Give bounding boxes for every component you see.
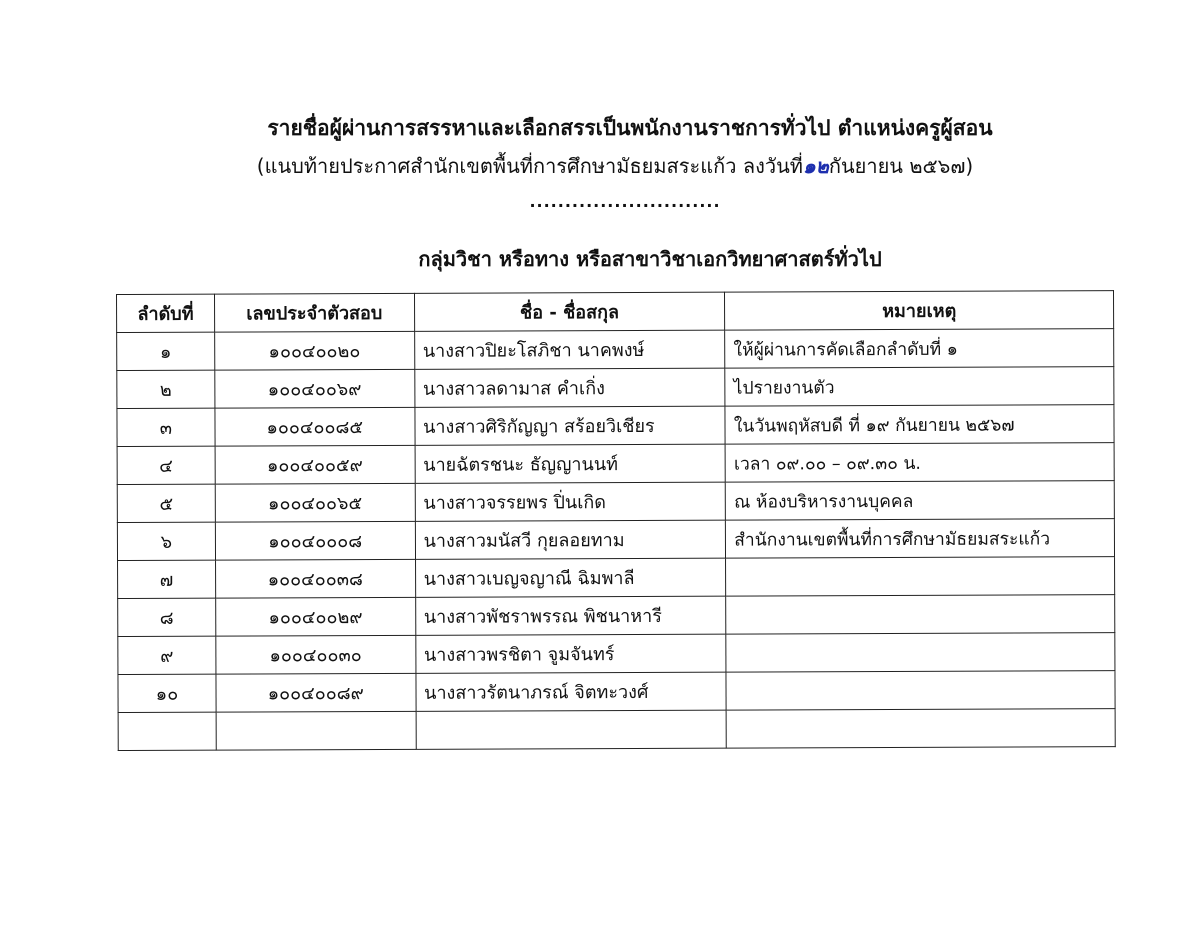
table-row <box>117 519 1114 561</box>
cell-remarks <box>726 709 1115 748</box>
table-row <box>118 557 1115 599</box>
subtitle-text-after: กันยายน ๒๕๖๗) <box>828 154 974 178</box>
table-row <box>118 671 1115 713</box>
cell-exam-id: ๑๐๐๔๐๐๘๙ <box>216 673 416 712</box>
cell-exam-id: ๑๐๐๔๐๐๐๘ <box>215 521 415 560</box>
handwritten-day: ๑๒ <box>802 154 829 178</box>
cell-full-name: นางสาวพัชราพรรณ พิชนาหารี <box>415 596 726 635</box>
cell-remarks <box>726 671 1115 710</box>
cell-full-name: นางสาวปิยะโสภิชา นาคพงษ์ <box>414 330 725 369</box>
cell-full-name: นางสาวเบญจญาณี ฉิมพาลี <box>415 558 726 597</box>
table-row <box>117 443 1114 485</box>
cell-exam-id: ๑๐๐๔๐๐๕๙ <box>215 445 415 484</box>
cell-exam-id: ๑๐๐๔๐๐๒๙ <box>216 597 416 636</box>
column-header-number: ลำดับที่ <box>117 294 215 332</box>
cell-number: ๖ <box>117 522 215 560</box>
cell-exam-id: ๑๐๐๔๐๐๓๐ <box>216 635 416 674</box>
cell-remarks <box>726 633 1115 672</box>
cell-exam-id: ๑๐๐๔๐๐๘๕ <box>215 407 415 446</box>
cell-number: ๗ <box>118 560 216 598</box>
cell-full-name: นางสาวลดามาส คำเกิ่ง <box>414 368 725 407</box>
cell-exam-id: ๑๐๐๔๐๐๓๘ <box>215 559 415 598</box>
cell-full-name: นายฉัตรชนะ ธัญญานนท์ <box>415 444 726 483</box>
table-row <box>118 595 1115 637</box>
cell-remarks <box>726 557 1115 596</box>
cell-number: ๒ <box>117 370 215 408</box>
cell-full-name: นางสาวจรรยพร ปิ่นเกิด <box>415 482 726 521</box>
cell-number: ๑ <box>117 332 215 370</box>
column-header-exam-id: เลขประจำตัวสอบ <box>214 293 414 332</box>
candidate-table <box>116 290 1116 751</box>
cell-remarks <box>726 595 1115 634</box>
cell-number: ๕ <box>117 484 215 522</box>
cell-remarks: เวลา ๐๙.๐๐ – ๐๙.๓๐ น. <box>725 443 1114 482</box>
cell-remarks: ณ ห้องบริหารงานบุคคล <box>726 481 1115 520</box>
cell-remarks: ให้ผู้ผ่านการคัดเลือกลำดับที่ ๑ <box>725 329 1114 368</box>
cell-remarks: สำนักงานเขตพื้นที่การศึกษามัธยมสระแก้ว <box>726 519 1115 558</box>
cell-exam-id: ๑๐๐๔๐๐๖๙ <box>215 369 415 408</box>
table-row <box>117 329 1114 371</box>
table-row <box>118 709 1115 751</box>
cell-number: ๑๐ <box>118 674 216 712</box>
dotted-separator: ........................... <box>529 192 721 211</box>
cell-remarks: ในวันพฤหัสบดี ที่ ๑๙ กันยายน ๒๕๖๗ <box>725 405 1114 444</box>
document-title: รายชื่อผู้ผ่านการสรรหาและเลือกสรรเป็นพนักงานราชการทั่วไป ตำแหน่งครูผู้สอน <box>267 116 993 140</box>
cell-number <box>118 712 216 750</box>
cell-exam-id <box>216 711 416 750</box>
column-header-full-name: ชื่อ - ชื่อสกุล <box>414 292 725 331</box>
table-row <box>117 405 1114 447</box>
cell-full-name: นางสาวพรชิตา จูมจันทร์ <box>415 634 726 673</box>
cell-number: ๙ <box>118 636 216 674</box>
cell-number: ๘ <box>118 598 216 636</box>
cell-full-name: นางสาวมนัสวี กุยลอยทาม <box>415 520 726 559</box>
subject-group-title: กลุ่มวิชา หรือทาง หรือสาขาวิชาเอกวิทยาศาสตร์ทั่วไป <box>418 247 882 271</box>
table-row <box>117 367 1114 409</box>
cell-full-name: นางสาวรัตนาภรณ์ จิตทะวงศ์ <box>416 672 727 711</box>
cell-remarks: ไปรายงานตัว <box>725 367 1114 406</box>
cell-number: ๓ <box>117 408 215 446</box>
cell-exam-id: ๑๐๐๔๐๐๒๐ <box>215 331 415 370</box>
column-header-remarks: หมายเหตุ <box>725 291 1114 330</box>
table-row <box>118 633 1115 675</box>
cell-full-name <box>416 710 727 749</box>
cell-full-name: นางสาวศิริกัญญา สร้อยวิเชียร <box>415 406 726 445</box>
table-header-row <box>117 291 1114 333</box>
cell-number: ๔ <box>117 446 215 484</box>
cell-exam-id: ๑๐๐๔๐๐๖๕ <box>215 483 415 522</box>
subtitle-text-before: (แนบท้ายประกาศสำนักเขตพื้นที่การศึกษามัธยมสระแก้ว ลงวันที่ <box>256 154 803 178</box>
table-body <box>117 329 1116 751</box>
document-subtitle <box>0 150 1200 182</box>
table-row <box>117 481 1114 523</box>
